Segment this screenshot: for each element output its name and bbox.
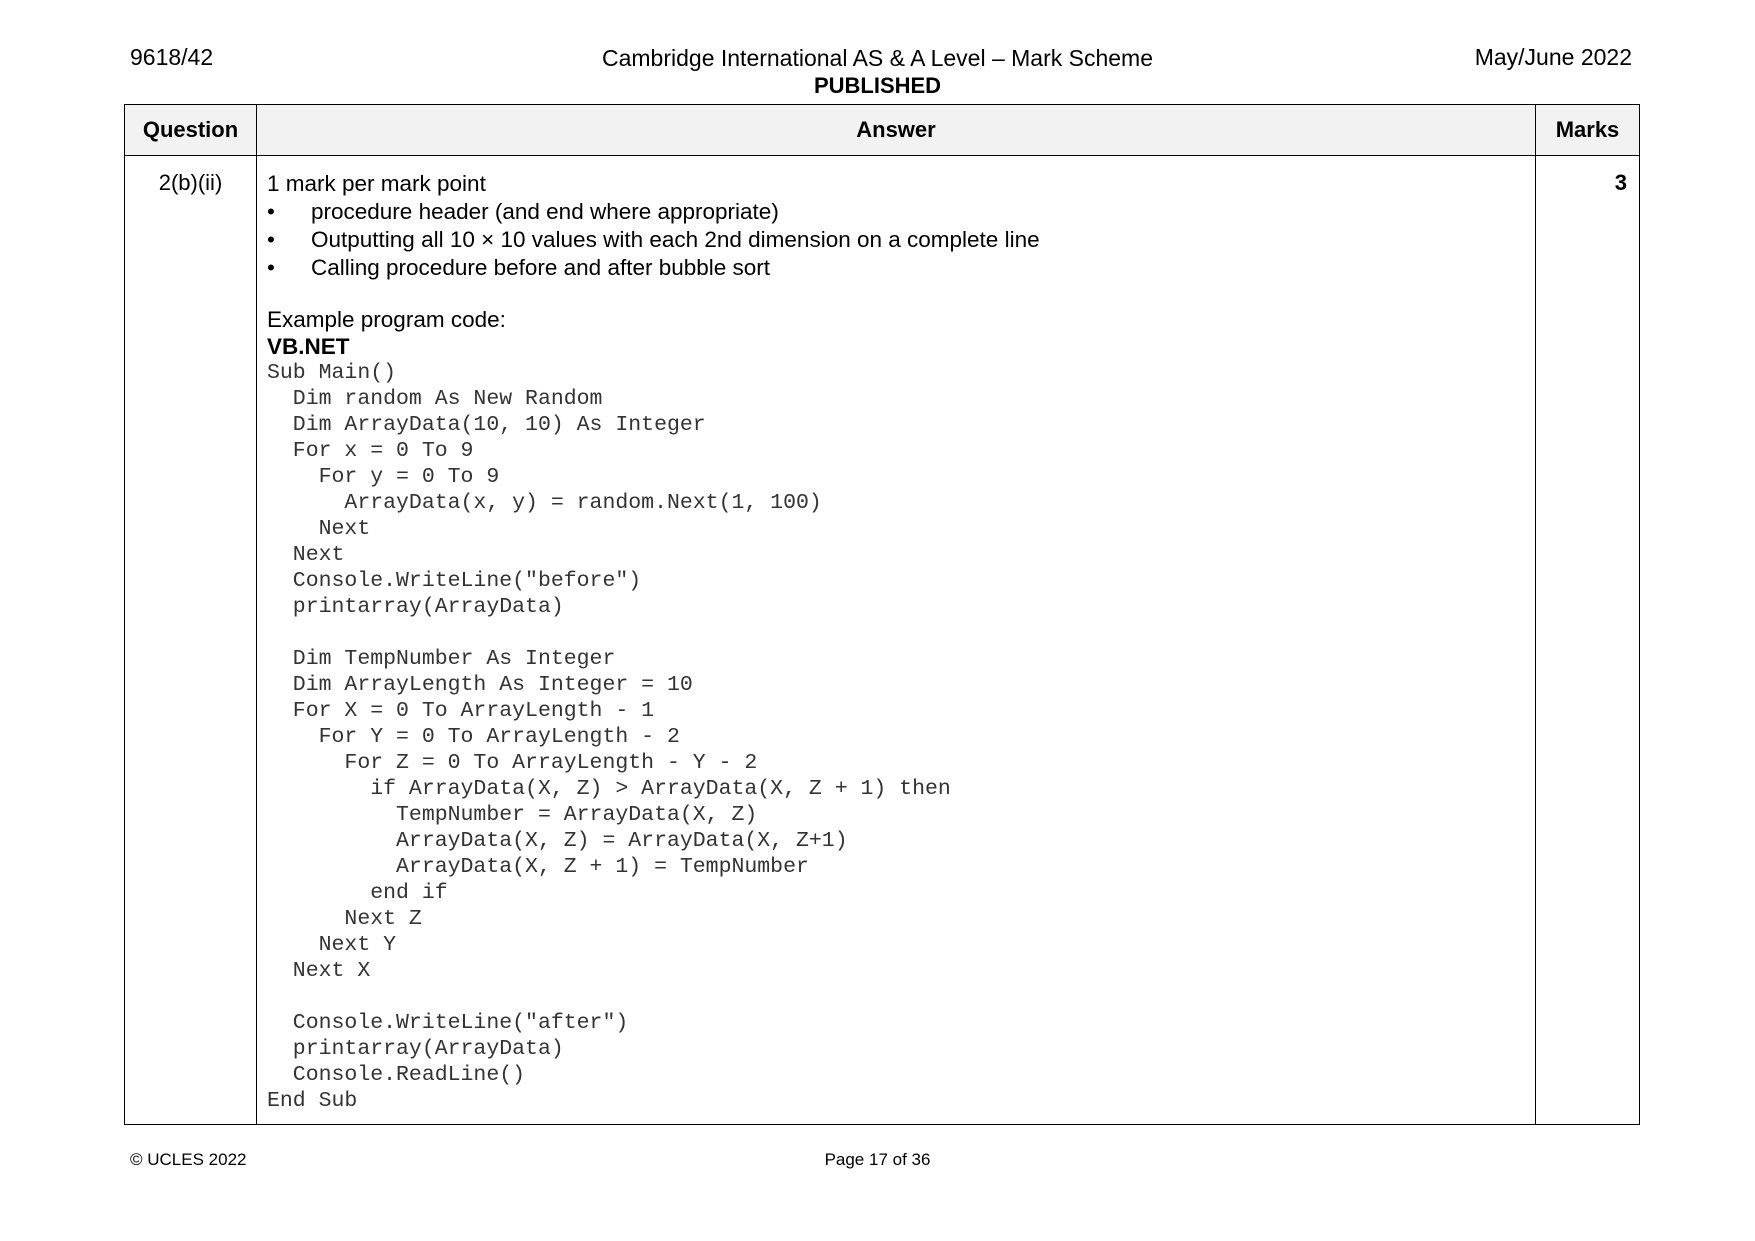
- published-label: PUBLISHED: [813, 73, 942, 98]
- marks-column-header: Marks: [1536, 105, 1640, 156]
- marks-value: 3: [1536, 156, 1640, 1125]
- mark-scheme-table: [124, 104, 1640, 1125]
- question-number: 2(b)(ii): [125, 156, 257, 1125]
- page-number: Page 17 of 36: [824, 1150, 931, 1169]
- mark-point: • procedure header (and end where appropriate): [267, 198, 1525, 226]
- table-header-row: [125, 105, 1640, 156]
- exam-session: May/June 2022: [1474, 44, 1632, 70]
- answer-cell: [257, 156, 1536, 1125]
- mark-point: • Outputting all 10 × 10 values with each 2nd dimension on a complete line: [267, 226, 1525, 254]
- example-label: Example program code:: [267, 307, 506, 332]
- question-column-header: Question: [125, 105, 257, 156]
- answer-column-header: Answer: [257, 105, 1536, 156]
- table-row: [125, 156, 1640, 1125]
- language-heading: VB.NET: [267, 334, 350, 359]
- mark-point: • Calling procedure before and after bubble sort: [267, 254, 1525, 282]
- paper-code: 9618/42: [130, 44, 214, 70]
- mark-points-list: [267, 198, 1525, 282]
- mark-intro: 1 mark per mark point: [267, 171, 486, 196]
- copyright: © UCLES 2022: [130, 1150, 247, 1169]
- program-code: Sub Main() Dim random As New Random Dim ArrayData(10, 10) As Integer For x = 0 To 9 For y = 0 To 9 ArrayData(x, y) = random.Next(1, 100) Next Next Console.WriteLine("before") printarray(ArrayData) Dim TempNumber As Integer Dim ArrayLength As Integer = 10 For X = 0 To ArrayLength - 1 For Y = 0 To ArrayLength - 2 For Z = 0 To ArrayLength - Y - 2 if ArrayData(X, Z) > ArrayData(X, Z + 1) then TempNumber = ArrayData(X, Z) ArrayData(X, Z) = ArrayData(X, Z+1) ArrayData(X, Z + 1) = TempNumber end if Next Z Next Y Next X Console.WriteLine("after") printarray(ArrayData) Console.ReadLine() End Sub: [267, 361, 951, 1113]
- title-text: Cambridge International AS & A Level – Mark Scheme: [601, 45, 1154, 71]
